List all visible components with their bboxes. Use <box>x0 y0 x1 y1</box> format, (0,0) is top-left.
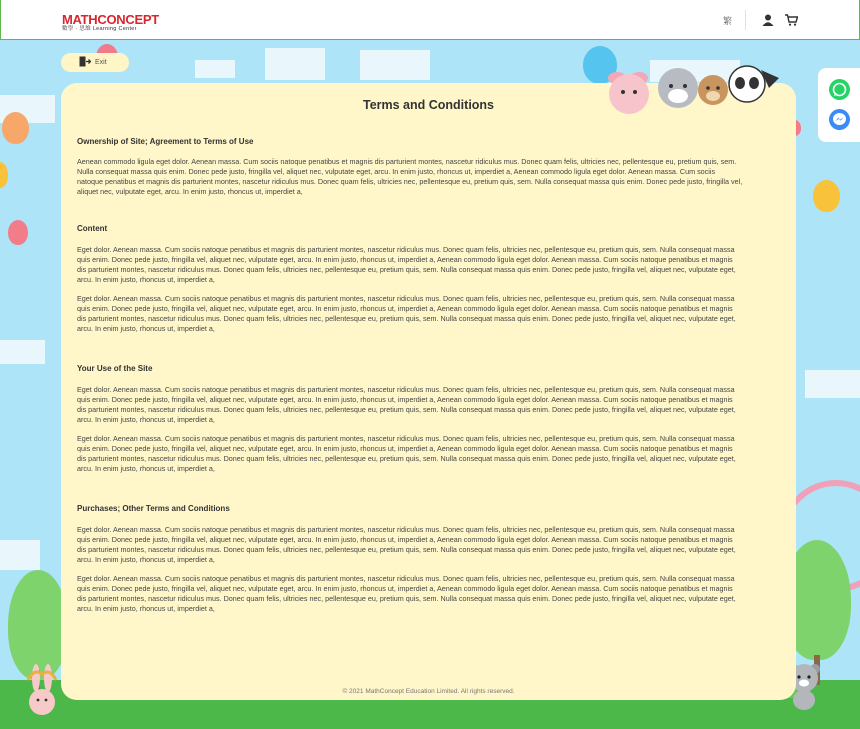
section-heading: Your Use of the Site <box>77 364 153 373</box>
section-ownership <box>77 137 743 197</box>
section-heading: Content <box>77 224 108 233</box>
logo-tagline: 數學 · 思維 Learning Center <box>62 26 137 32</box>
messenger-icon[interactable] <box>829 109 850 130</box>
brand-logo[interactable] <box>62 13 159 33</box>
navbar-divider <box>745 10 746 30</box>
cloud <box>0 540 40 570</box>
user-icon[interactable] <box>762 13 774 31</box>
cloud <box>265 48 325 80</box>
section-paragraph: Eget dolor. Aenean massa. Cum sociis natoque penatibus et magnis dis parturient montes, nascetur ridiculus mus. Donec quam felis, ultricies nec, pellentesque eu, pretium quis, sem. Nulla consequat massa quis enim. Donec pede justo, fringilla vel, aliquet nec, vulputate eget, arcu. In enim justo, rhoncus ut, imperdiet a, Aenean commodo ligula eget dolor. Aenean massa. Cum sociis natoque penatibus et magnis dis parturient montes, nascetur ridiculus mus. Donec quam felis, ultricies nec, pellentesque eu, pretium quis, sem. Nulla consequat massa quis enim. Donec pede justo, fringilla vel, aliquet nec, vulputate eget, arcu. In enim justo, rhoncus ut, imperdiet a, <box>77 434 736 473</box>
section-content <box>77 224 743 334</box>
section-heading: Ownership of Site; Agreement to Terms of Use <box>77 137 254 146</box>
mascot-animals <box>603 56 783 118</box>
cloud <box>360 50 430 80</box>
section-paragraph: Aenean commodo ligula eget dolor. Aenean massa. Cum sociis natoque penatibus et magnis dis parturient montes, nascetur ridiculus mus. Donec quam felis, ultricies nec, pellentesque eu, pretium quis, sem. Nulla consequat massa quis enim. Donec pede justo, fringilla vel, aliquet nec, vulputate eget, arcu. In enim justo, rhoncus ut, imperdiet a, Aenean commodo ligula eget dolor. Aenean massa. Cum sociis natoque penatibus et magnis dis parturient montes, nascetur ridiculus mus. Donec quam felis, ultricies nec, pellentesque eu, pretium quis, sem. Nulla consequat massa quis enim. Donec pede justo, fringilla vel, aliquet nec, vulputate eget, arcu. In enim justo, rhoncus ut, imperdiet a, <box>77 157 743 196</box>
footer-copyright: © 2021 MathConcept Education Limited. All rights reserved. <box>342 688 515 695</box>
top-navbar <box>0 0 860 40</box>
balloon <box>8 220 28 245</box>
logo-wordmark: MATHCONCEPT <box>62 12 159 27</box>
section-paragraph: Eget dolor. Aenean massa. Cum sociis natoque penatibus et magnis dis parturient montes, nascetur ridiculus mus. Donec quam felis, ultricies nec, pellentesque eu, pretium quis, sem. Nulla consequat massa quis enim. Donec pede justo, fringilla vel, aliquet nec, vulputate eget, arcu. In enim justo, rhoncus ut, imperdiet a, Aenean commodo ligula eget dolor. Aenean massa. Cum sociis natoque penatibus et magnis dis parturient montes, nascetur ridiculus mus. Donec quam felis, ultricies nec, pellentesque eu, pretium quis, sem. Nulla consequat massa quis enim. Donec pede justo, fringilla vel, aliquet nec, vulputate eget, arcu. In enim justo, rhoncus ut, imperdiet a, <box>77 294 736 333</box>
exit-icon <box>79 56 91 69</box>
cloud <box>805 370 860 398</box>
section-use-of-site <box>77 364 743 474</box>
section-paragraph: Eget dolor. Aenean massa. Cum sociis natoque penatibus et magnis dis parturient montes, nascetur ridiculus mus. Donec quam felis, ultricies nec, pellentesque eu, pretium quis, sem. Nulla consequat massa quis enim. Donec pede justo, fringilla vel, aliquet nec, vulputate eget, arcu. In enim justo, rhoncus ut, imperdiet a, Aenean commodo ligula eget dolor. Aenean massa. Cum sociis natoque penatibus et magnis dis parturient montes, nascetur ridiculus mus. Donec quam felis, ultricies nec, pellentesque eu, pretium quis, sem. Nulla consequat massa quis enim. Donec pede justo, fringilla vel, aliquet nec, vulputate eget, arcu. In enim justo, rhoncus ut, imperdiet a, <box>77 245 736 284</box>
terms-body <box>77 135 743 614</box>
section-heading: Purchases; Other Terms and Conditions <box>77 504 230 513</box>
cart-icon[interactable] <box>785 13 798 31</box>
cloud <box>0 340 45 364</box>
section-paragraph: Eget dolor. Aenean massa. Cum sociis natoque penatibus et magnis dis parturient montes, nascetur ridiculus mus. Donec quam felis, ultricies nec, pellentesque eu, pretium quis, sem. Nulla consequat massa quis enim. Donec pede justo, fringilla vel, aliquet nec, vulputate eget, arcu. In enim justo, rhoncus ut, imperdiet a, Aenean commodo ligula eget dolor. Aenean massa. Cum sociis natoque penatibus et magnis dis parturient montes, nascetur ridiculus mus. Donec quam felis, ultricies nec, pellentesque eu, pretium quis, sem. Nulla consequat massa quis enim. Donec pede justo, fringilla vel, aliquet nec, vulputate eget, arcu. In enim justo, rhoncus ut, imperdiet a, <box>77 385 736 424</box>
balloon <box>2 112 29 144</box>
language-switch[interactable]: 繁 <box>723 16 733 26</box>
exit-label: Exit <box>95 59 107 66</box>
section-purchases <box>77 504 743 614</box>
section-paragraph: Eget dolor. Aenean massa. Cum sociis natoque penatibus et magnis dis parturient montes, nascetur ridiculus mus. Donec quam felis, ultricies nec, pellentesque eu, pretium quis, sem. Nulla consequat massa quis enim. Donec pede justo, fringilla vel, aliquet nec, vulputate eget, arcu. In enim justo, rhoncus ut, imperdiet a, Aenean commodo ligula eget dolor. Aenean massa. Cum sociis natoque penatibus et magnis dis parturient montes, nascetur ridiculus mus. Donec quam felis, ultricies nec, pellentesque eu, pretium quis, sem. Nulla consequat massa quis enim. Donec pede justo, fringilla vel, aliquet nec, vulputate eget, arcu. In enim justo, rhoncus ut, imperdiet a, <box>77 525 736 564</box>
section-paragraph: Eget dolor. Aenean massa. Cum sociis natoque penatibus et magnis dis parturient montes, nascetur ridiculus mus. Donec quam felis, ultricies nec, pellentesque eu, pretium quis, sem. Nulla consequat massa quis enim. Donec pede justo, fringilla vel, aliquet nec, vulputate eget, arcu. In enim justo, rhoncus ut, imperdiet a, Aenean commodo ligula eget dolor. Aenean massa. Cum sociis natoque penatibus et magnis dis parturient montes, nascetur ridiculus mus. Donec quam felis, ultricies nec, pellentesque eu, pretium quis, sem. Nulla consequat massa quis enim. Donec pede justo, fringilla vel, aliquet nec, vulputate eget, arcu. In enim justo, rhoncus ut, imperdiet a, <box>77 574 736 613</box>
terms-card <box>61 83 796 700</box>
balloon <box>813 180 840 212</box>
balloon <box>0 162 8 188</box>
cloud <box>195 60 235 78</box>
bunny-character <box>18 660 66 718</box>
page-title: Terms and Conditions <box>362 98 495 112</box>
exit-button[interactable] <box>61 53 129 72</box>
social-contact-panel <box>818 68 860 142</box>
whatsapp-icon[interactable] <box>829 79 850 100</box>
